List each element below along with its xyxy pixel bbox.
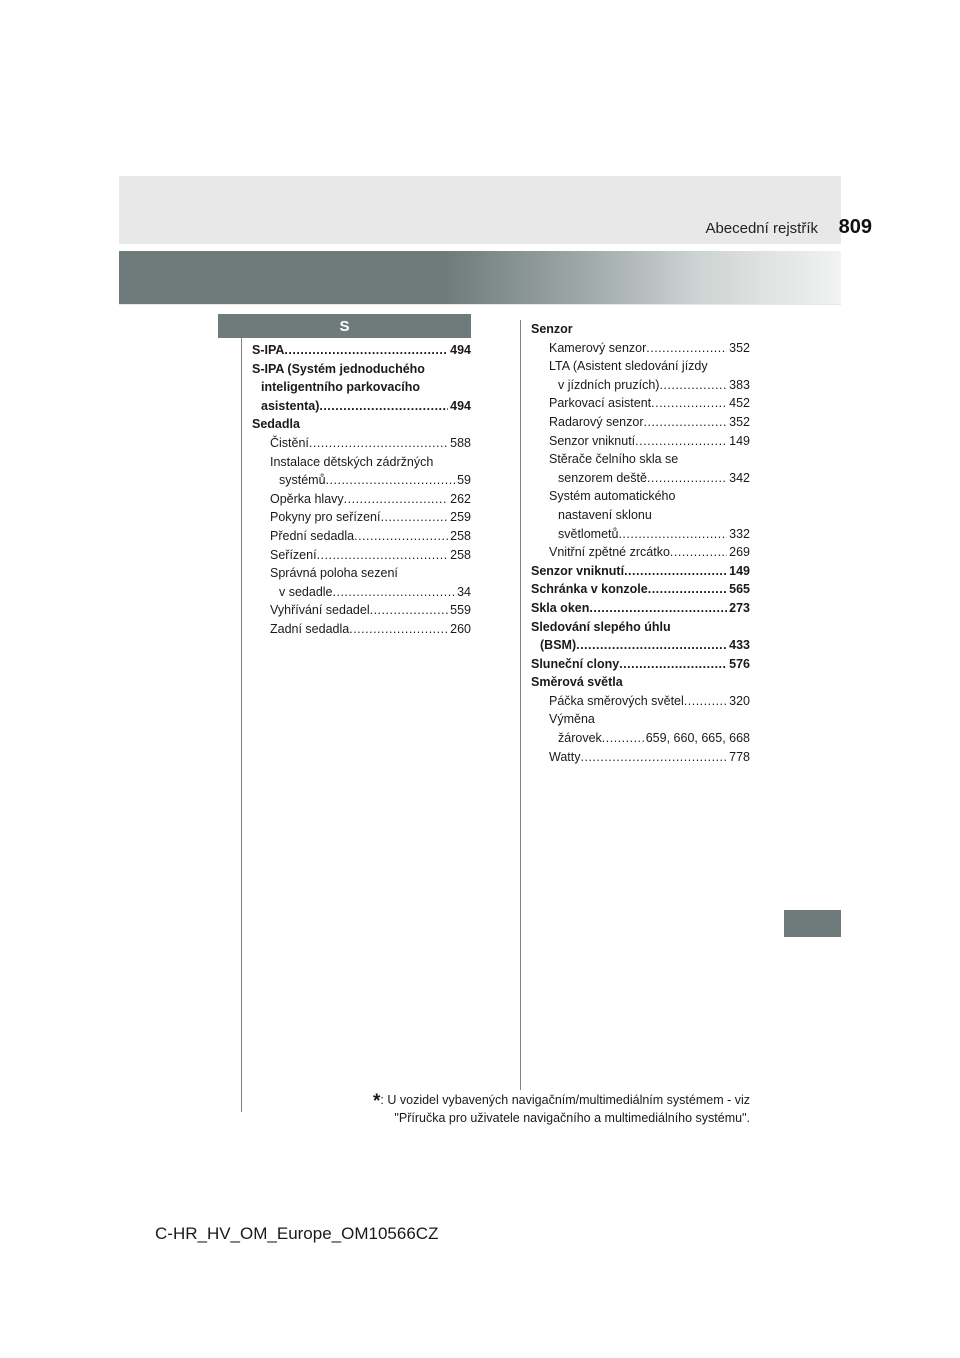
index-subentry[interactable]: Páčka směrových světel ..... 320 — [531, 692, 750, 711]
index-entry-line: inteligentního parkovacího — [261, 380, 421, 395]
index-entry-line: Sledování slepého úhlu — [531, 619, 671, 634]
index-subentry[interactable]: Watty ..... 778 — [531, 748, 750, 767]
index-subentry-line: Výměna — [549, 712, 595, 727]
index-subentry-line: Správná poloha sezení — [270, 566, 398, 581]
page-number: 809 — [838, 216, 872, 238]
index-column-1 — [252, 341, 471, 639]
index-heading: Senzor — [531, 322, 573, 336]
index-heading: Směrová světla — [531, 675, 623, 690]
index-subentry-line: LTA (Asistent sledování jízdy — [549, 359, 708, 374]
column-rule-left — [241, 338, 242, 1112]
index-column-2 — [531, 320, 750, 766]
index-subentry[interactable]: Čistění ..... 588 — [252, 434, 471, 453]
index-entry[interactable]: (BSM) ..... 433 — [531, 636, 750, 655]
index-subentry[interactable]: světlometů ..... 332 — [531, 525, 750, 544]
index-entry[interactable]: Senzor vniknutí ..... 149 — [531, 562, 750, 581]
footnote-line: : U vozidel vybavených navigačním/multimediálním systémem - viz — [380, 1093, 750, 1107]
document-id: C-HR_HV_OM_Europe_OM10566CZ — [155, 1224, 439, 1243]
header-divider — [119, 304, 841, 305]
index-subentry[interactable]: Pokyny pro seřízení ..... 259 — [252, 508, 471, 527]
index-subentry[interactable]: Kamerový senzor ..... 352 — [531, 339, 750, 358]
index-subentry[interactable]: Seřízení ..... 258 — [252, 546, 471, 565]
index-entry[interactable]: asistenta) ..... 494 — [252, 397, 471, 416]
section-title: Abecední rejstřík — [705, 220, 818, 237]
index-letter-tab: S — [218, 314, 471, 338]
index-subentry[interactable]: žárovek ..... 659, 660, 665, 668 — [531, 729, 750, 748]
index-subentry[interactable]: Zadní sedadla ..... 260 — [252, 620, 471, 639]
index-heading: Sedadla — [252, 417, 300, 432]
index-subentry-line: Instalace dětských zádržných — [270, 454, 434, 469]
index-subentry[interactable]: senzorem deště ..... 342 — [531, 469, 750, 488]
index-entry-line: S-IPA (Systém jednoduchého — [252, 361, 425, 376]
chapter-side-tab[interactable] — [784, 910, 841, 937]
index-entry[interactable]: Skla oken ..... 273 — [531, 599, 750, 618]
footnote-line: "Příručka pro uživatele navigačního a multimediálního systému". — [394, 1111, 750, 1125]
index-subentry-line: nastavení sklonu — [558, 507, 652, 522]
column-rule-middle — [520, 320, 521, 1090]
index-subentry[interactable]: Přední sedadla ..... 258 — [252, 527, 471, 546]
index-subentry[interactable]: v jízdních pruzích) ..... 383 — [531, 376, 750, 395]
index-subentry[interactable]: Vnitřní zpětné zrcátko ..... 269 — [531, 543, 750, 562]
index-subentry[interactable]: Radarový senzor ..... 352 — [531, 413, 750, 432]
index-subentry[interactable]: systémů ..... 59 — [252, 471, 471, 490]
index-subentry-line: Stěrače čelního skla se — [549, 452, 679, 467]
index-subentry-line: Systém automatického — [549, 489, 676, 504]
index-entry[interactable]: Sluneční clony ..... 576 — [531, 655, 750, 674]
footnote — [373, 1092, 750, 1127]
index-subentry[interactable]: Vyhřívání sedadel ..... 559 — [252, 601, 471, 620]
index-entry[interactable]: S-IPA ..... 494 — [252, 341, 471, 360]
index-subentry[interactable]: Senzor vniknutí ..... 149 — [531, 432, 750, 451]
index-subentry[interactable]: Opěrka hlavy ..... 262 — [252, 490, 471, 509]
index-subentry[interactable]: Parkovací asistent ..... 452 — [531, 394, 750, 413]
index-entry[interactable]: Schránka v konzole ..... 565 — [531, 580, 750, 599]
index-subentry[interactable]: v sedadle ..... 34 — [252, 583, 471, 602]
footnote-marker: * — [373, 1091, 381, 1112]
header-gradient-band — [119, 251, 841, 304]
